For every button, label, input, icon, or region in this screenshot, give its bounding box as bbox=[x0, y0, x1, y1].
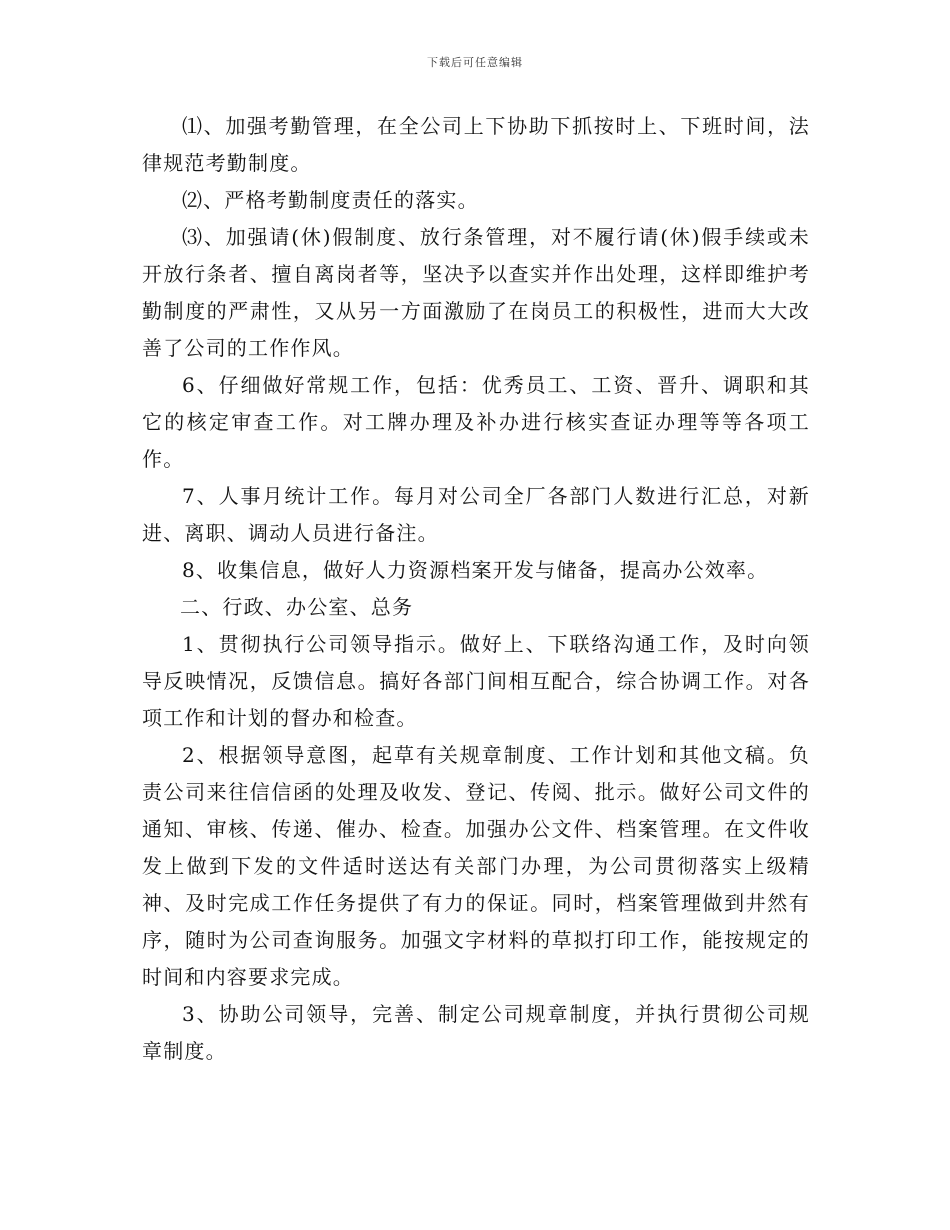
paragraph-attendance-responsibility: ⑵、严格考勤制度责任的落实。 bbox=[182, 188, 479, 212]
paragraph-routine-work: 6、仔细做好常规工作，包括：优秀员工、工资、晋升、调职和其它的核定审查工作。对工牌办理及补办进行核实查证办理等等各项工作。 bbox=[142, 373, 810, 471]
paragraph-draft-documents: 2、根据领导意图，起草有关规章制度、工作计划和其他文稿。负责公司来往信信函的处理及收发、登记、传阅、批示。做好公司文件的通知、审核、传递、催办、检查。加强办公文件、档案管理。在文件收发上做到下发的文件适时送达有关部门办理，为公司贯彻落实上级精神、及时完成工作任务提供了有力的保证。同时，档案管理做到井然有序，随时为公司查询服务。加强文字材料的草拟打印工作，能按规定的时间和内容要求完成。 bbox=[142, 743, 810, 989]
page-header-note: 下载后可任意编辑 bbox=[427, 56, 523, 69]
paragraph-monthly-statistics: 7、人事月统计工作。每月对公司全厂各部门人数进行汇总，对新进、离职、调动人员进行备注。 bbox=[142, 484, 810, 545]
paragraph-attendance-management: ⑴、加强考勤管理，在全公司上下协助下抓按时上、下班时间，法律规范考勤制度。 bbox=[142, 114, 810, 175]
paragraph-assist-leadership: 3、协助公司领导，完善、制定公司规章制度，并执行贯彻公司规章制度。 bbox=[142, 1002, 810, 1063]
document-body bbox=[142, 108, 810, 1070]
paragraph-implement-instructions: 1、贯彻执行公司领导指示。做好上、下联络沟通工作，及时向领导反映情况，反馈信息。搞好各部门间相互配合，综合协调工作。对各项工作和计划的督办和检查。 bbox=[142, 632, 810, 730]
section-heading-admin-office: 二、行政、办公室、总务 bbox=[180, 595, 414, 619]
paragraph-collect-information: 8、收集信息，做好人力资源档案开发与储备，提高办公效率。 bbox=[182, 558, 769, 582]
paragraph-leave-system: ⑶、加强请(休)假制度、放行条管理，对不履行请(休)假手续或未开放行条者、擅自离岗者等，坚决予以查实并作出处理，这样即维护考勤制度的严肃性，又从另一方面激励了在岗员工的积极性，进而大大改善了公司的工作作风。 bbox=[142, 225, 810, 360]
